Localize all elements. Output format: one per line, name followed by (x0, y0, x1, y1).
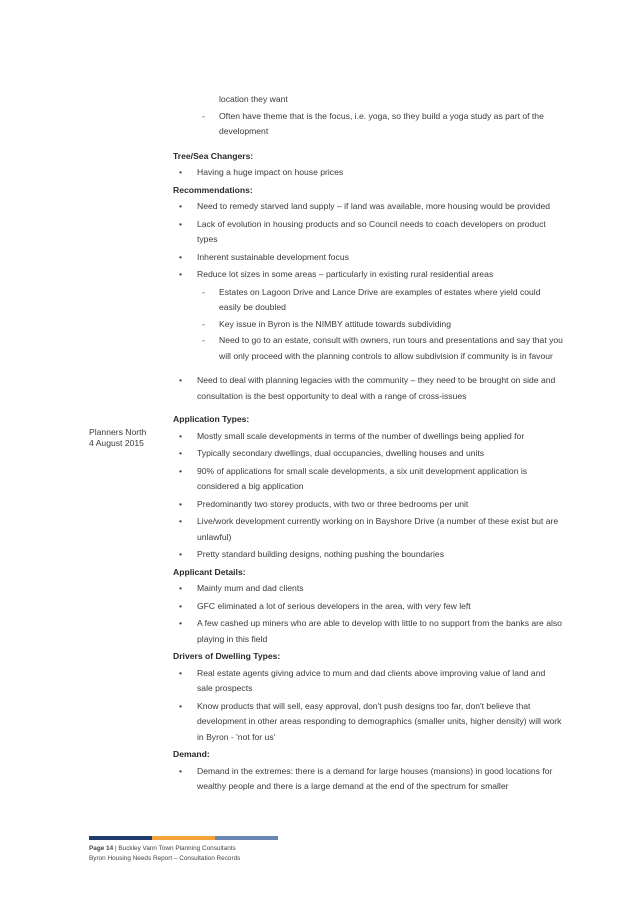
list-item: • Need to remedy starved land supply – if land was available, more housing would be provided (173, 199, 563, 215)
section-heading-applicant-details: Applicant Details: (173, 566, 246, 577)
bullet-marker: • (179, 600, 183, 611)
consultation-meta (89, 427, 164, 449)
section-heading-recommendations: Recommendations: (173, 184, 253, 195)
footer-bar-segment-blue (215, 836, 278, 840)
bullet-marker: • (179, 167, 183, 177)
bullet-marker: • (179, 218, 183, 229)
meeting-date: 4 August 2015 (89, 438, 144, 448)
list-item: • 90% of applications for small scale developments, a six unit development application is considered a big application (179, 465, 528, 491)
list-item: • Pretty standard building designs, nothing pushing the boundaries (173, 547, 563, 563)
list-item: • Mainly mum and dad clients (173, 581, 563, 597)
bullet-marker: • (179, 201, 183, 211)
section-heading-demand: Demand: (173, 749, 210, 759)
list-item: • Lack of evolution in housing products and so Council needs to coach developers on product types (179, 218, 546, 244)
bullet-marker: • (179, 251, 183, 262)
list-item: • Mostly small scale developments in terms of the number of dwellings being applied for (173, 429, 563, 445)
dash-marker: - (202, 286, 205, 297)
list-item: • GFC eliminated a lot of serious developers in the area, with very few left (173, 599, 563, 615)
list-sub-item: - Estates on Lagoon Drive and Lance Drive are examples of estates where yield could easily be doubled (202, 286, 541, 312)
bullet-marker: • (179, 375, 183, 385)
list-item: • Having a huge impact on house prices (173, 165, 563, 181)
dash-marker: - (202, 110, 205, 121)
footer-bar-segment-orange (152, 836, 215, 840)
footer-page-line (89, 845, 236, 853)
bullet-marker: • (179, 700, 183, 711)
document-body (173, 92, 563, 797)
bullet-marker: • (179, 516, 183, 526)
bullet-marker: • (179, 430, 183, 441)
list-item: • Real estate agents giving advice to mum and dad clients above improving value of land and sale prospects (179, 667, 546, 693)
list-sub-item: - Often have theme that is the focus, i.e. yoga, so they build a yoga study as part of the development (202, 110, 544, 136)
list-item: • Inherent sustainable development focus (173, 250, 563, 266)
list-item: • Know products that will sell, easy approval, don't push designs too far, don't believe that development in other areas responding to demographics (smaller units, higher density) will work in Byron - 'not for us' (179, 700, 562, 742)
list-item: • Live/work development currently working on in Bayshore Drive (a number of these exist but are unlawful) (179, 516, 559, 542)
bullet-marker: • (179, 667, 183, 678)
bullet-marker: • (179, 618, 183, 628)
bullet-marker: • (179, 583, 183, 593)
list-item: • A few cashed up miners who are able to develop with little to no support from the banks are also playing in this field (179, 618, 562, 644)
bullet-marker: • (179, 765, 183, 776)
bullet-marker: • (179, 498, 183, 509)
dash-marker: - (202, 318, 205, 329)
footer-bar-segment-navy (89, 836, 152, 840)
bullet-marker: • (179, 549, 183, 559)
list-sub-item: - Need to go to an estate, consult with owners, run tours and presentations and say that you will only proceed with the planning controls to allow subdivision if community is in favour (202, 335, 563, 361)
page-number: Page 14 (89, 845, 114, 852)
list-sub-item: - Key issue in Byron is the NIMBY attitude towards subdividing (173, 317, 563, 333)
list-item: • Reduce lot sizes in some areas – particularly in existing rural residential areas (173, 267, 563, 283)
list-item: • Typically secondary dwellings, dual occupancies, dwelling houses and units (173, 446, 563, 462)
list-sub-item: location they want (219, 94, 288, 104)
report-title: Byron Housing Needs Report – Consultation Records (89, 855, 241, 862)
section-heading-tree-sea: Tree/Sea Changers: (173, 150, 254, 161)
bullet-marker: • (179, 269, 183, 279)
bullet-marker: • (179, 448, 183, 458)
list-item: • Demand in the extremes: there is a demand for large houses (mansions) in good locations for wealthy people and there is a large demand at the end of the spectrum for smaller (179, 765, 553, 791)
organisation-name: Planners North (89, 427, 147, 437)
bullet-marker: • (179, 465, 183, 476)
section-heading-drivers: Drivers of Dwelling Types: (173, 651, 281, 661)
list-item: • Predominantly two storey products, with two or three bedrooms per unit (173, 497, 563, 513)
dash-marker: - (202, 335, 205, 345)
list-item: • Need to deal with planning legacies with the community – they need to be brought on side and consultation is the best opportunity to deal with a range of cross-issues (179, 375, 556, 401)
section-heading-application-types: Application Types: (173, 414, 250, 424)
company-name: | Buckley Vann Town Planning Consultants (114, 845, 236, 852)
